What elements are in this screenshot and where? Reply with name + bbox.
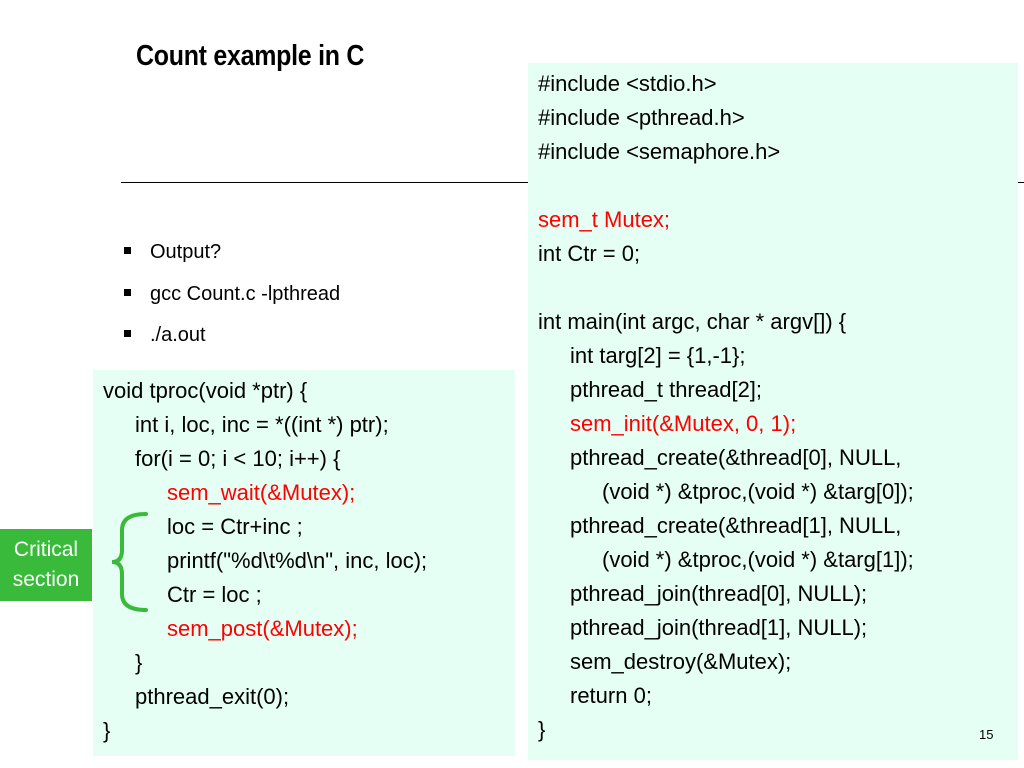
code-line: #include <pthread.h> bbox=[538, 105, 745, 130]
critical-section-label bbox=[0, 529, 92, 601]
main-code-block bbox=[528, 63, 1018, 760]
bullet-item bbox=[124, 238, 340, 280]
code-line: loc = Ctr+inc ; bbox=[167, 514, 303, 539]
code-line: void tproc(void *ptr) { bbox=[103, 378, 308, 403]
code-line: return 0; bbox=[570, 683, 652, 708]
code-line: int main(int argc, char * argv[]) { bbox=[538, 309, 847, 334]
code-line: pthread_join(thread[1], NULL); bbox=[570, 615, 868, 640]
code-line: pthread_create(&thread[0], NULL, bbox=[570, 445, 902, 470]
code-line: sem_destroy(&Mutex); bbox=[570, 649, 792, 674]
square-bullet-icon bbox=[124, 247, 131, 254]
code-line: } bbox=[103, 718, 111, 743]
bullet-text: Output? bbox=[150, 241, 222, 263]
code-line: } bbox=[538, 717, 546, 742]
code-line: int i, loc, inc = *((int *) ptr); bbox=[135, 412, 389, 437]
code-line: #include <semaphore.h> bbox=[538, 139, 781, 164]
code-line: } bbox=[135, 650, 143, 675]
bullet-item bbox=[124, 321, 340, 363]
square-bullet-icon bbox=[124, 289, 131, 296]
critical-label-line1: Critical bbox=[13, 538, 79, 561]
page-number: 15 bbox=[979, 727, 994, 742]
code-line: sem_wait(&Mutex); bbox=[167, 480, 356, 505]
code-line bbox=[538, 271, 1018, 305]
bullet-text: gcc Count.c -lpthread bbox=[150, 282, 341, 305]
code-line: pthread_t thread[2]; bbox=[570, 377, 763, 402]
code-line: int targ[2] = {1,-1}; bbox=[570, 343, 746, 368]
code-line: pthread_create(&thread[1], NULL, bbox=[570, 513, 902, 538]
tproc-code-block bbox=[93, 370, 515, 756]
code-line: sem_t Mutex; bbox=[538, 207, 671, 232]
code-line: for(i = 0; i < 10; i++) { bbox=[135, 446, 341, 471]
critical-label-line2: section bbox=[12, 568, 80, 591]
curly-brace-icon bbox=[110, 510, 150, 614]
bullet-text: ./a.out bbox=[150, 324, 206, 346]
code-line: (void *) &tproc,(void *) &targ[1]); bbox=[602, 547, 914, 572]
code-line: Ctr = loc ; bbox=[167, 582, 262, 607]
code-line: printf("%d\t%d\n", inc, loc); bbox=[167, 548, 428, 573]
code-line: pthread_exit(0); bbox=[135, 684, 290, 709]
bullet-item bbox=[124, 280, 340, 322]
code-line: sem_init(&Mutex, 0, 1); bbox=[570, 411, 797, 436]
code-line: pthread_join(thread[0], NULL); bbox=[570, 581, 868, 606]
code-line: #include <stdio.h> bbox=[538, 71, 717, 96]
slide-title: Count example in C bbox=[136, 40, 365, 72]
square-bullet-icon bbox=[124, 330, 131, 337]
code-line: int Ctr = 0; bbox=[538, 241, 641, 266]
bullet-list bbox=[124, 238, 340, 363]
code-line bbox=[538, 169, 1018, 203]
code-line: sem_post(&Mutex); bbox=[167, 616, 358, 641]
code-line: (void *) &tproc,(void *) &targ[0]); bbox=[602, 479, 914, 504]
